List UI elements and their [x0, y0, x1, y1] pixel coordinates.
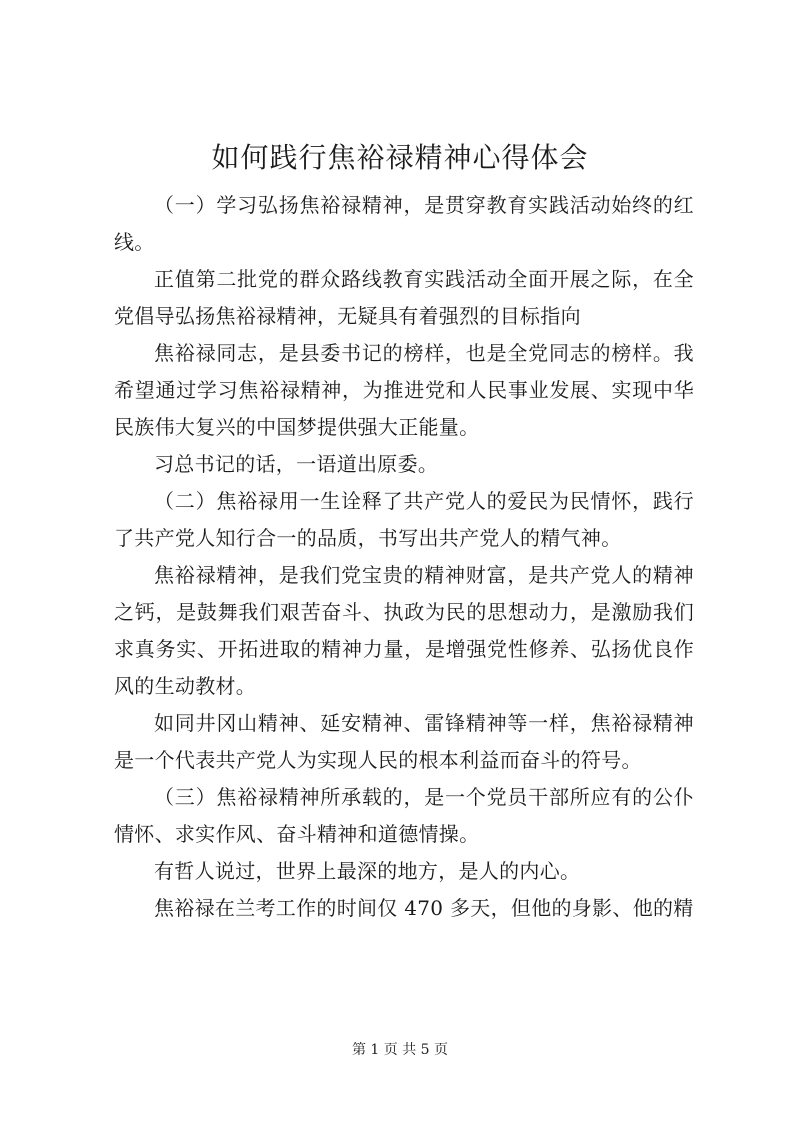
- paragraph-3: 焦裕禄同志，是县委书记的榜样，也是全党同志的榜样。我希望通过学习焦裕禄精神，为推进党和人民事业发展、实现中华民族伟大复兴的中国梦提供强大正能量。: [114, 341, 694, 439]
- paragraph-10: 焦裕禄在兰考工作的时间仅 470 多天，但他的身影、他的精: [154, 896, 694, 920]
- paragraph-6: 焦裕禄精神，是我们党宝贵的精神财富，是共产党人的精神之钙，是鼓舞我们艰苦奋斗、执政为民的思想动力，是激励我们求真务实、开拓进取的精神力量，是增强党性修养、弘扬优良作风的生动教材。: [114, 563, 694, 698]
- paragraph-5: （二）焦裕禄用一生诠释了共产党人的爱民为民情怀，践行了共产党人知行合一的品质，书写出共产党人的精气神。: [114, 489, 694, 550]
- document-title: 如何践行焦裕禄精神心得体会: [211, 141, 589, 174]
- document-body: [114, 187, 694, 927]
- paragraph-9: 有哲人说过，世界上最深的地方，是人的内心。: [154, 859, 581, 883]
- paragraph-1: （一）学习弘扬焦裕禄精神，是贯穿教育实践活动始终的红线。: [114, 193, 694, 254]
- paragraph-4: 习总书记的话，一语道出原委。: [154, 452, 439, 476]
- page-indicator: 第 1 页 共 5 页: [351, 1042, 449, 1058]
- paragraph-7: 如同井冈山精神、延安精神、雷锋精神等一样，焦裕禄精神是一个代表共产党人为实现人民的根本利益而奋斗的符号。: [114, 711, 694, 772]
- paragraph-2: 正值第二批党的群众路线教育实践活动全面开展之际，在全党倡导弘扬焦裕禄精神，无疑具有着强烈的目标指向: [114, 267, 694, 328]
- paragraph-8: （三）焦裕禄精神所承载的，是一个党员干部所应有的公仆情怀、求实作风、奋斗精神和道德情操。: [114, 785, 694, 846]
